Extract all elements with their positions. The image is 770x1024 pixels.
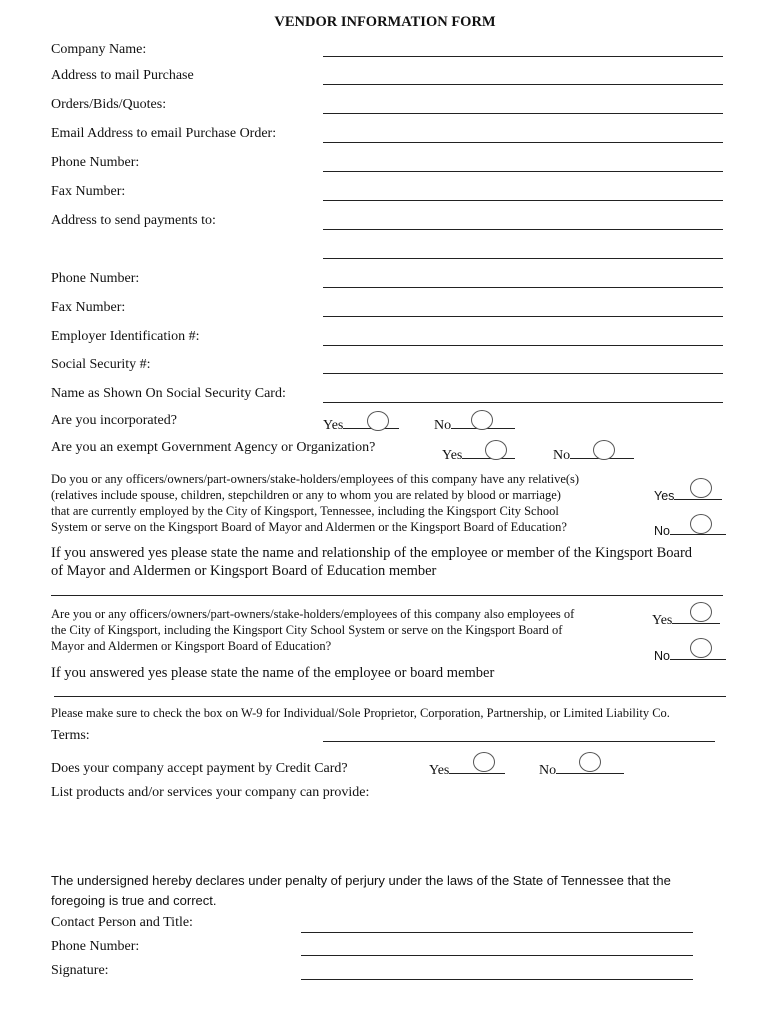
yes-label: Yes — [652, 613, 673, 628]
contact-phone-label: Phone Number: — [51, 939, 140, 954]
orders-bids-quotes-field[interactable] — [323, 113, 723, 114]
relatives-no-radio[interactable] — [690, 514, 712, 534]
mail-address-label-2: Orders/Bids/Quotes: — [51, 97, 167, 112]
employees-followup: If you answered yes please state the name of the employee or board member — [51, 665, 495, 681]
credit-card-label: Does your company accept payment by Credit Card? — [51, 761, 348, 776]
ssn-name-field[interactable] — [323, 402, 723, 403]
ein-field[interactable] — [323, 345, 723, 346]
payment-fax-field[interactable] — [323, 316, 723, 317]
phone-label: Phone Number: — [51, 155, 140, 170]
payment-address-label: Address to send payments to: — [51, 213, 216, 228]
no-label: No — [539, 763, 557, 778]
ssn-field[interactable] — [323, 373, 723, 374]
signature-field[interactable] — [301, 979, 693, 980]
fax-label: Fax Number: — [51, 184, 126, 199]
incorporated-no-radio[interactable] — [471, 410, 493, 430]
relatives-yes-radio[interactable] — [690, 478, 712, 498]
ein-label: Employer Identification #: — [51, 329, 200, 344]
incorporated-label: Are you incorporated? — [51, 413, 177, 428]
terms-field[interactable] — [323, 741, 715, 742]
credit-card-yes-radio[interactable] — [473, 752, 495, 772]
credit-card-no-radio[interactable] — [579, 752, 601, 772]
phone-field[interactable] — [323, 171, 723, 172]
payment-address-field-2[interactable] — [323, 258, 723, 259]
yes-label: Yes — [654, 489, 675, 503]
yes-label: Yes — [429, 763, 450, 778]
exempt-yes-radio[interactable] — [485, 440, 507, 460]
ssn-name-label: Name as Shown On Social Security Card: — [51, 386, 286, 401]
no-label: No — [654, 524, 670, 538]
relatives-yes-option[interactable] — [654, 487, 722, 503]
payment-phone-field[interactable] — [323, 287, 723, 288]
products-answer-area[interactable] — [323, 805, 723, 860]
exempt-label: Are you an exempt Government Agency or Organization? — [51, 440, 376, 455]
yes-label: Yes — [323, 418, 344, 433]
contact-phone-field[interactable] — [301, 955, 693, 956]
form-title: VENDOR INFORMATION FORM — [274, 14, 496, 30]
contact-field[interactable] — [301, 932, 693, 933]
signature-label: Signature: — [51, 963, 109, 978]
employees-question: Are you or any officers/owners/part-owners/stake-holders/employees of this company also employees of the City of Kingsport, including the Kingsport City School System or serve on the Kingsport Board of Mayor and Aldermen or Kingsport Board of Education? — [51, 607, 575, 653]
employees-answer-field[interactable] — [54, 696, 726, 697]
products-label: List products and/or services your company can provide: — [51, 785, 370, 800]
payment-address-field-1[interactable] — [323, 229, 723, 230]
employees-yes-radio[interactable] — [690, 602, 712, 622]
no-label: No — [654, 649, 670, 663]
incorporated-yes-radio[interactable] — [367, 411, 389, 431]
no-label: No — [434, 418, 452, 433]
company-name-field[interactable] — [323, 56, 723, 57]
w9-note: Please make sure to check the box on W-9 for Individual/Sole Proprietor, Corporation, Partnership, or Limited Liability Co. — [51, 706, 670, 720]
employees-no-radio[interactable] — [690, 638, 712, 658]
payment-phone-label: Phone Number: — [51, 271, 140, 286]
email-field[interactable] — [323, 142, 723, 143]
fax-field[interactable] — [323, 200, 723, 201]
email-label: Email Address to email Purchase Order: — [51, 126, 277, 141]
mail-address-field[interactable] — [323, 84, 723, 85]
declaration-text: The undersigned hereby declares under penalty of perjury under the laws of the State of Tennessee that the foregoing is true and correct. — [51, 873, 671, 908]
payment-fax-label: Fax Number: — [51, 300, 126, 315]
ssn-label: Social Security #: — [51, 357, 151, 372]
relatives-question: Do you or any officers/owners/part-owners/stake-holders/employees of this company have any relative(s) (relatives include spouse, children, stepchildren or any to whom you are related by blood or marriage) that are currently employed by the City of Kingsport, Tennessee, including the Kingsport City School System or serve on the Kingsport Board of Mayor and Aldermen or the Kingsport Board of Education? — [51, 472, 580, 534]
company-name-label: Company Name: — [51, 42, 147, 57]
contact-label: Contact Person and Title: — [51, 915, 193, 930]
terms-label: Terms: — [51, 728, 90, 743]
yes-label: Yes — [442, 448, 463, 463]
no-label: No — [553, 448, 571, 463]
exempt-no-radio[interactable] — [593, 440, 615, 460]
mail-address-label-1: Address to mail Purchase — [51, 68, 194, 83]
relatives-answer-field[interactable] — [51, 595, 723, 596]
relatives-followup: If you answered yes please state the name and relationship of the employee or member of the Kingsport Board of Mayor and Aldermen or Kingsport Board of Education member — [51, 545, 693, 579]
